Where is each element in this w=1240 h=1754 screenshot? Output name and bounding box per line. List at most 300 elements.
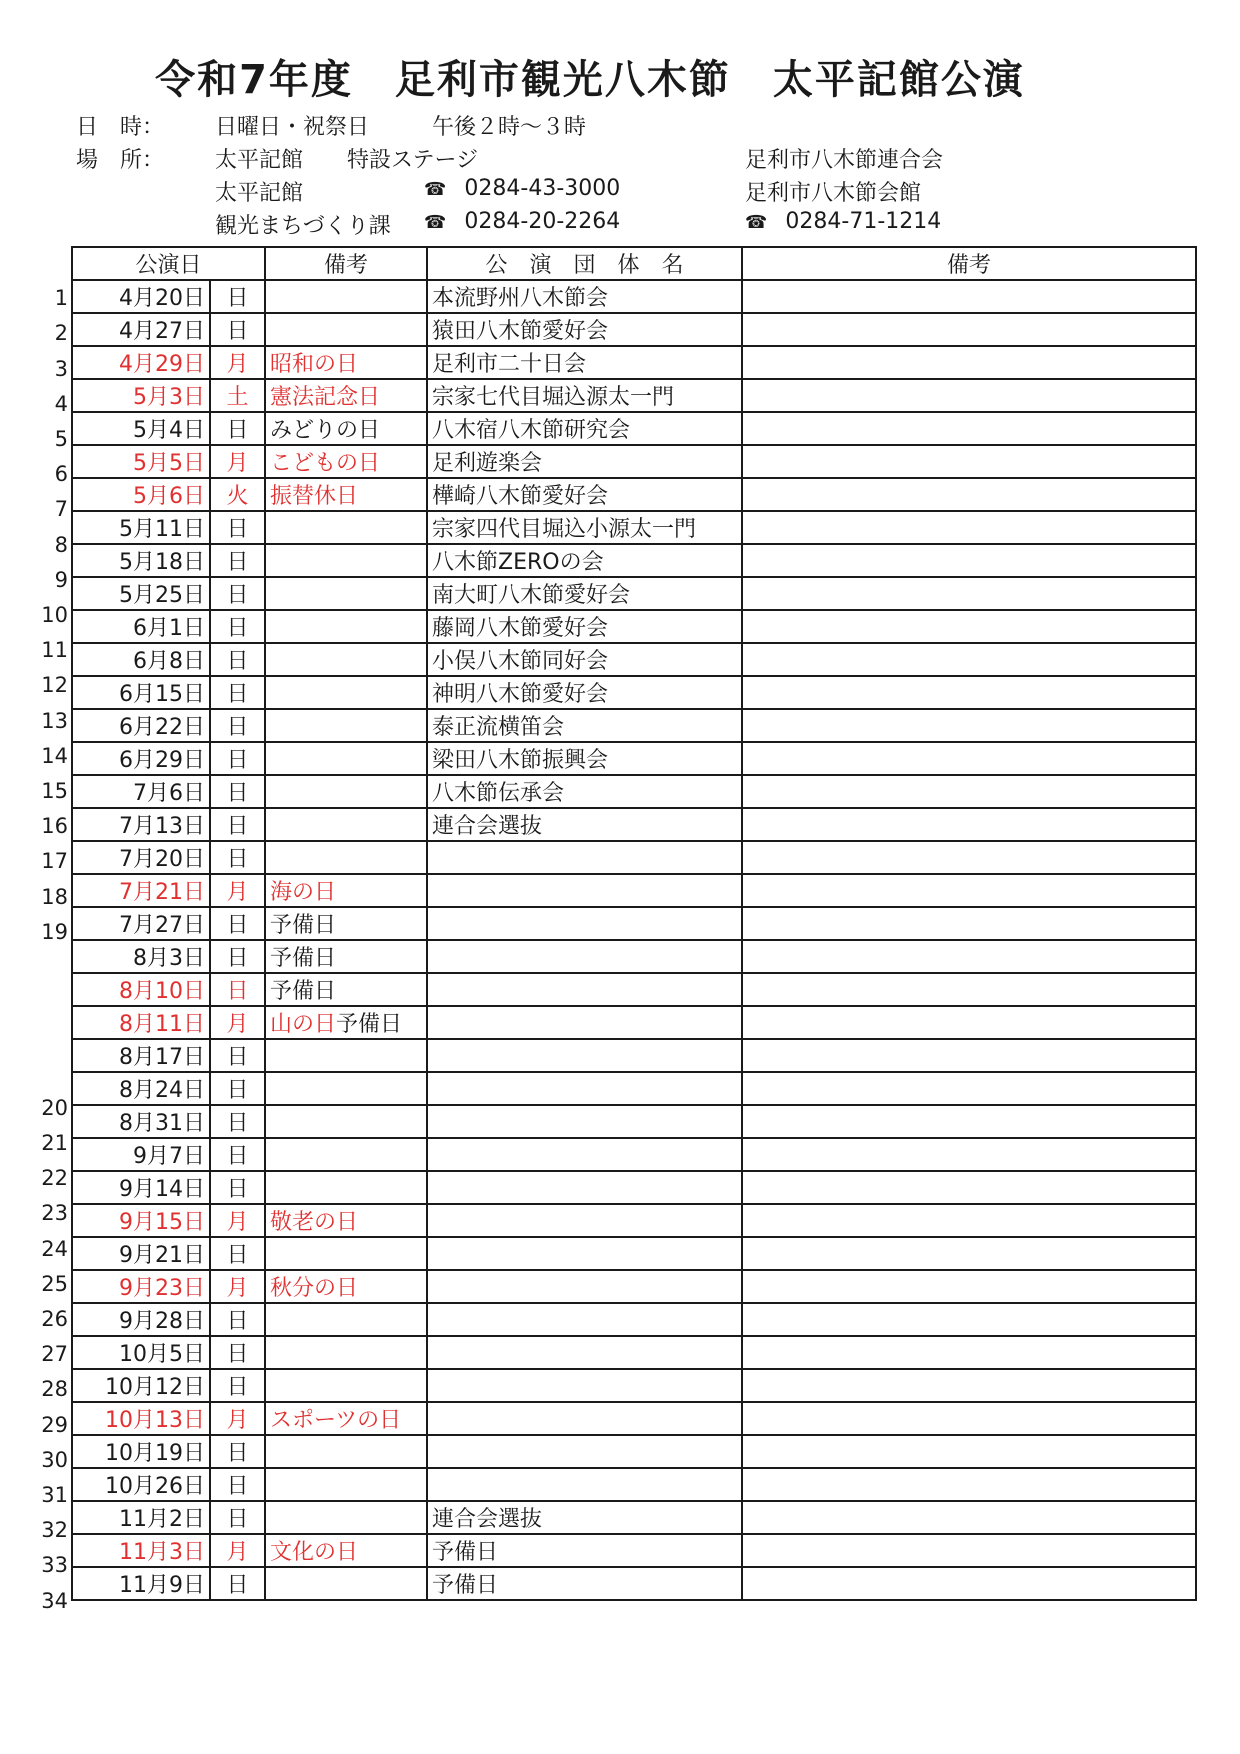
cell-remarks — [742, 1435, 1196, 1468]
row-number: 34 — [41, 1588, 68, 1613]
cell-group — [427, 874, 742, 907]
cell-remarks — [742, 577, 1196, 610]
table-row — [72, 1006, 1196, 1039]
cell-remarks — [742, 1402, 1196, 1435]
cell-note — [265, 973, 427, 1006]
table-row — [72, 742, 1196, 775]
row-number: 11 — [41, 638, 68, 663]
cell-group — [427, 1369, 742, 1402]
table-row — [72, 973, 1196, 1006]
note-text: 敬老の日 — [270, 1210, 359, 1235]
table-row — [72, 775, 1196, 808]
cell-date: 9月21日 — [72, 1237, 210, 1270]
cell-group: 南大町八木節愛好会 — [427, 577, 742, 610]
note-text: 文化の日 — [270, 1540, 359, 1565]
table-row — [72, 1072, 1196, 1105]
cell-day: 日 — [210, 907, 265, 940]
cell-group: 予備日 — [427, 1534, 742, 1567]
row-number: 21 — [41, 1131, 68, 1155]
cell-date: 5月5日 — [72, 445, 210, 478]
cell-note — [265, 1369, 427, 1402]
cell-date: 7月20日 — [72, 841, 210, 874]
note-text: こどもの日 — [270, 451, 381, 476]
cell-note — [265, 742, 427, 775]
table-row — [72, 1567, 1196, 1600]
table-row — [72, 1435, 1196, 1468]
table-row — [72, 808, 1196, 841]
cell-remarks — [742, 1336, 1196, 1369]
cell-day: 日 — [210, 841, 265, 874]
cell-day: 日 — [210, 1105, 265, 1138]
contact1-phone: 0284-43-3000 — [464, 176, 621, 201]
schedule-table — [71, 246, 1197, 1601]
cell-remarks — [742, 478, 1196, 511]
cell-day: 月 — [210, 445, 265, 478]
cell-note — [265, 1567, 427, 1600]
table-row — [72, 577, 1196, 610]
cell-remarks — [742, 1204, 1196, 1237]
cell-group — [427, 1402, 742, 1435]
table-row — [72, 511, 1196, 544]
cell-remarks — [742, 1006, 1196, 1039]
table-row — [72, 709, 1196, 742]
note-text: みどりの日 — [270, 418, 381, 443]
cell-note — [265, 1336, 427, 1369]
cell-note — [265, 940, 427, 973]
cell-day: 日 — [210, 775, 265, 808]
row-number: 33 — [41, 1553, 68, 1578]
table-row — [72, 1138, 1196, 1171]
cell-group: 梁田八木節振興会 — [427, 742, 742, 775]
cell-day: 日 — [210, 1435, 265, 1468]
table-row — [72, 1237, 1196, 1270]
table-row — [72, 445, 1196, 478]
cell-date: 4月29日 — [72, 346, 210, 379]
row-number: 26 — [41, 1307, 68, 1331]
row-number: 14 — [41, 743, 68, 768]
cell-date: 6月15日 — [72, 676, 210, 709]
table-row — [72, 313, 1196, 346]
row-number: 4 — [54, 391, 68, 416]
row-number: 13 — [41, 708, 68, 733]
cell-day: 日 — [210, 280, 265, 313]
cell-remarks — [742, 511, 1196, 544]
cell-date: 4月27日 — [72, 313, 210, 346]
cell-date: 9月14日 — [72, 1171, 210, 1204]
contact1-name: 太平記館 — [215, 181, 304, 206]
cell-remarks — [742, 1303, 1196, 1336]
cell-remarks — [742, 1567, 1196, 1600]
cell-remarks — [742, 709, 1196, 742]
cell-date: 8月11日 — [72, 1006, 210, 1039]
cell-date: 10月5日 — [72, 1336, 210, 1369]
cell-note — [265, 313, 427, 346]
cell-remarks — [742, 1534, 1196, 1567]
cell-date: 6月1日 — [72, 610, 210, 643]
cell-group: 神明八木節愛好会 — [427, 676, 742, 709]
cell-remarks — [742, 1138, 1196, 1171]
cell-group: 猿田八木節愛好会 — [427, 313, 742, 346]
cell-day: 日 — [210, 973, 265, 1006]
note-text: 憲法記念日 — [270, 385, 381, 410]
cell-group — [427, 1204, 742, 1237]
header-remarks: 備考 — [742, 247, 1196, 280]
cell-date: 8月24日 — [72, 1072, 210, 1105]
cell-day: 日 — [210, 1171, 265, 1204]
row-number: 17 — [41, 849, 68, 874]
table-row — [72, 1534, 1196, 1567]
cell-date: 9月28日 — [72, 1303, 210, 1336]
table-row — [72, 907, 1196, 940]
cell-date: 5月6日 — [72, 478, 210, 511]
cell-note — [265, 841, 427, 874]
cell-date: 5月11日 — [72, 511, 210, 544]
org-name-2: 足利市八木節会館 — [745, 181, 922, 206]
row-number: 19 — [41, 919, 68, 944]
cell-day: 火 — [210, 478, 265, 511]
cell-group — [427, 1237, 742, 1270]
note-suffix: 予備日 — [336, 1012, 403, 1037]
cell-date: 10月19日 — [72, 1435, 210, 1468]
cell-remarks — [742, 445, 1196, 478]
table-row — [72, 841, 1196, 874]
cell-date: 7月21日 — [72, 874, 210, 907]
cell-remarks — [742, 874, 1196, 907]
row-number: 22 — [41, 1166, 68, 1191]
cell-note — [265, 577, 427, 610]
note-text: 予備日 — [270, 913, 337, 938]
cell-date: 10月13日 — [72, 1402, 210, 1435]
row-number: 6 — [54, 462, 68, 487]
table-row — [72, 940, 1196, 973]
cell-remarks — [742, 1072, 1196, 1105]
cell-note — [265, 874, 427, 907]
cell-day: 土 — [210, 379, 265, 412]
cell-day: 日 — [210, 511, 265, 544]
cell-note — [265, 1006, 427, 1039]
cell-remarks — [742, 1171, 1196, 1204]
cell-day: 月 — [210, 1534, 265, 1567]
cell-remarks — [742, 676, 1196, 709]
cell-note — [265, 1105, 427, 1138]
cell-day: 日 — [210, 643, 265, 676]
table-row — [72, 379, 1196, 412]
cell-date: 11月2日 — [72, 1501, 210, 1534]
table-header-row — [72, 247, 1196, 280]
table-row — [72, 1105, 1196, 1138]
telephone-icon: ☎ — [745, 212, 768, 233]
cell-remarks — [742, 775, 1196, 808]
cell-day: 日 — [210, 1567, 265, 1600]
cell-group: 足利市二十日会 — [427, 346, 742, 379]
contact2-phone: 0284-20-2264 — [464, 209, 621, 234]
cell-remarks — [742, 544, 1196, 577]
place-label: 場 所： — [76, 148, 165, 173]
cell-group: 本流野州八木節会 — [427, 280, 742, 313]
cell-day: 日 — [210, 313, 265, 346]
cell-day: 日 — [210, 1072, 265, 1105]
cell-remarks — [742, 280, 1196, 313]
note-text: 海の日 — [270, 880, 337, 905]
cell-note — [265, 445, 427, 478]
note-text: 予備日 — [270, 979, 337, 1004]
cell-note — [265, 1237, 427, 1270]
cell-date: 8月17日 — [72, 1039, 210, 1072]
row-number: 9 — [54, 567, 68, 592]
cell-group — [427, 841, 742, 874]
row-number: 8 — [54, 532, 68, 557]
cell-remarks — [742, 1237, 1196, 1270]
table-row — [72, 346, 1196, 379]
cell-group: 八木節ZEROの会 — [427, 544, 742, 577]
cell-day: 日 — [210, 1039, 265, 1072]
cell-day: 日 — [210, 1138, 265, 1171]
cell-day: 日 — [210, 676, 265, 709]
table-row — [72, 1171, 1196, 1204]
row-number — [30, 1058, 68, 1089]
cell-remarks — [742, 1039, 1196, 1072]
cell-date: 4月20日 — [72, 280, 210, 313]
cell-note — [265, 478, 427, 511]
row-number: 24 — [41, 1236, 68, 1261]
datetime-time: 午後２時〜３時 — [432, 115, 587, 140]
cell-date: 9月7日 — [72, 1138, 210, 1171]
cell-day: 日 — [210, 412, 265, 445]
cell-remarks — [742, 610, 1196, 643]
table-row — [72, 1039, 1196, 1072]
cell-day: 日 — [210, 610, 265, 643]
cell-group: 藤岡八木節愛好会 — [427, 610, 742, 643]
cell-day: 日 — [210, 577, 265, 610]
cell-note — [265, 280, 427, 313]
table-row — [72, 610, 1196, 643]
cell-date: 8月10日 — [72, 973, 210, 1006]
cell-date: 11月3日 — [72, 1534, 210, 1567]
row-number: 25 — [41, 1271, 68, 1296]
cell-date: 5月4日 — [72, 412, 210, 445]
cell-group — [427, 973, 742, 1006]
cell-note — [265, 1468, 427, 1501]
cell-note — [265, 412, 427, 445]
row-number: 7 — [54, 497, 68, 522]
cell-day: 月 — [210, 1204, 265, 1237]
cell-day: 日 — [210, 1501, 265, 1534]
row-number: 1 — [54, 286, 68, 311]
cell-date: 6月8日 — [72, 643, 210, 676]
cell-date: 7月6日 — [72, 775, 210, 808]
cell-group — [427, 1105, 742, 1138]
table-row — [72, 1468, 1196, 1501]
table-row — [72, 874, 1196, 907]
cell-remarks — [742, 841, 1196, 874]
note-text: 予備日 — [270, 946, 337, 971]
cell-date: 8月3日 — [72, 940, 210, 973]
cell-day: 日 — [210, 1369, 265, 1402]
row-number: 10 — [41, 603, 68, 627]
table-row — [72, 1270, 1196, 1303]
cell-remarks — [742, 1369, 1196, 1402]
header-note: 備考 — [265, 247, 427, 280]
cell-remarks — [742, 808, 1196, 841]
cell-group — [427, 1072, 742, 1105]
row-number: 5 — [54, 427, 68, 451]
cell-group — [427, 1039, 742, 1072]
cell-day: 月 — [210, 1402, 265, 1435]
cell-remarks — [742, 742, 1196, 775]
cell-note — [265, 1270, 427, 1303]
cell-remarks — [742, 940, 1196, 973]
cell-remarks — [742, 313, 1196, 346]
cell-date: 5月18日 — [72, 544, 210, 577]
note-text: 秋分の日 — [270, 1276, 359, 1301]
cell-day: 日 — [210, 742, 265, 775]
cell-day: 月 — [210, 874, 265, 907]
row-number — [30, 1621, 68, 1652]
page-title: 令和7年度 足利市観光八木節 太平記館公演 — [155, 57, 1025, 103]
cell-group: 連合会選抜 — [427, 1501, 742, 1534]
cell-note — [265, 643, 427, 676]
cell-date: 9月23日 — [72, 1270, 210, 1303]
cell-day: 日 — [210, 1237, 265, 1270]
table-row — [72, 544, 1196, 577]
cell-day: 日 — [210, 1303, 265, 1336]
cell-group: 八木宿八木節研究会 — [427, 412, 742, 445]
cell-note — [265, 709, 427, 742]
table-row — [72, 676, 1196, 709]
cell-group: 樺崎八木節愛好会 — [427, 478, 742, 511]
row-number: 23 — [41, 1201, 68, 1226]
cell-date: 7月27日 — [72, 907, 210, 940]
table-row — [72, 643, 1196, 676]
cell-group: 小俣八木節同好会 — [427, 643, 742, 676]
cell-date: 5月25日 — [72, 577, 210, 610]
cell-note — [265, 544, 427, 577]
table-row — [72, 1369, 1196, 1402]
cell-date: 7月13日 — [72, 808, 210, 841]
cell-day: 月 — [210, 346, 265, 379]
cell-remarks — [742, 379, 1196, 412]
header-date: 公演日 — [72, 247, 265, 280]
cell-group — [427, 1468, 742, 1501]
note-text: 振替休日 — [270, 484, 359, 509]
note-text: スポーツの日 — [270, 1408, 402, 1433]
cell-group — [427, 1303, 742, 1336]
cell-group: 泰正流横笛会 — [427, 709, 742, 742]
contact2-name: 観光まちづくり課 — [215, 214, 391, 239]
cell-date: 8月31日 — [72, 1105, 210, 1138]
cell-group — [427, 907, 742, 940]
row-number: 28 — [41, 1377, 68, 1402]
cell-note — [265, 1501, 427, 1534]
place-value: 太平記館 特設ステージ — [215, 148, 479, 173]
cell-remarks — [742, 346, 1196, 379]
cell-group — [427, 1435, 742, 1468]
note-text: 山の日 — [270, 1012, 337, 1037]
cell-note — [265, 610, 427, 643]
cell-day: 月 — [210, 1270, 265, 1303]
cell-group: 宗家七代目堀込源太一門 — [427, 379, 742, 412]
cell-group — [427, 1336, 742, 1369]
cell-group: 八木節伝承会 — [427, 775, 742, 808]
datetime-label: 日 時： — [76, 115, 165, 140]
note-text: 昭和の日 — [270, 352, 359, 377]
row-number: 15 — [41, 779, 68, 803]
cell-date: 6月22日 — [72, 709, 210, 742]
cell-note — [265, 379, 427, 412]
cell-group: 連合会選抜 — [427, 808, 742, 841]
row-number: 31 — [41, 1483, 68, 1507]
cell-note — [265, 907, 427, 940]
cell-group — [427, 1138, 742, 1171]
cell-remarks — [742, 973, 1196, 1006]
table-row — [72, 280, 1196, 313]
table-row — [72, 1336, 1196, 1369]
cell-note — [265, 1039, 427, 1072]
cell-day: 日 — [210, 1336, 265, 1369]
org-phone: 0284-71-1214 — [785, 209, 942, 234]
table-row — [72, 1402, 1196, 1435]
row-number: 18 — [41, 884, 68, 909]
row-number: 30 — [41, 1447, 68, 1472]
cell-group: 足利遊楽会 — [427, 445, 742, 478]
row-number: 16 — [41, 814, 68, 839]
cell-note — [265, 775, 427, 808]
contact1-phone-line — [424, 176, 620, 201]
org-phone-line — [745, 209, 941, 234]
cell-note — [265, 1402, 427, 1435]
telephone-icon: ☎ — [424, 212, 447, 233]
cell-day: 日 — [210, 544, 265, 577]
header-group: 公 演 団 体 名 — [427, 247, 742, 280]
cell-note — [265, 1534, 427, 1567]
row-number: 3 — [54, 356, 68, 381]
table-row — [72, 1501, 1196, 1534]
cell-remarks — [742, 1105, 1196, 1138]
cell-note — [265, 1138, 427, 1171]
cell-date: 6月29日 — [72, 742, 210, 775]
cell-group — [427, 1171, 742, 1204]
cell-note — [265, 346, 427, 379]
cell-date: 9月15日 — [72, 1204, 210, 1237]
cell-note — [265, 676, 427, 709]
cell-group — [427, 1270, 742, 1303]
cell-date: 10月12日 — [72, 1369, 210, 1402]
cell-remarks — [742, 643, 1196, 676]
cell-note — [265, 1171, 427, 1204]
cell-remarks — [742, 907, 1196, 940]
row-number: 2 — [54, 321, 68, 346]
cell-note — [265, 1435, 427, 1468]
cell-group: 予備日 — [427, 1567, 742, 1600]
org-name-1: 足利市八木節連合会 — [745, 148, 944, 173]
telephone-icon: ☎ — [424, 179, 447, 200]
cell-note — [265, 1072, 427, 1105]
table-row — [72, 412, 1196, 445]
row-number: 20 — [41, 1095, 68, 1120]
row-number — [30, 1656, 68, 1687]
cell-date: 5月3日 — [72, 379, 210, 412]
cell-remarks — [742, 1270, 1196, 1303]
cell-note — [265, 1204, 427, 1237]
row-number: 12 — [41, 673, 68, 698]
cell-remarks — [742, 1501, 1196, 1534]
table-row — [72, 1303, 1196, 1336]
cell-day: 月 — [210, 1006, 265, 1039]
cell-note — [265, 808, 427, 841]
row-number — [30, 1022, 68, 1053]
cell-day: 日 — [210, 1468, 265, 1501]
cell-remarks — [742, 1468, 1196, 1501]
